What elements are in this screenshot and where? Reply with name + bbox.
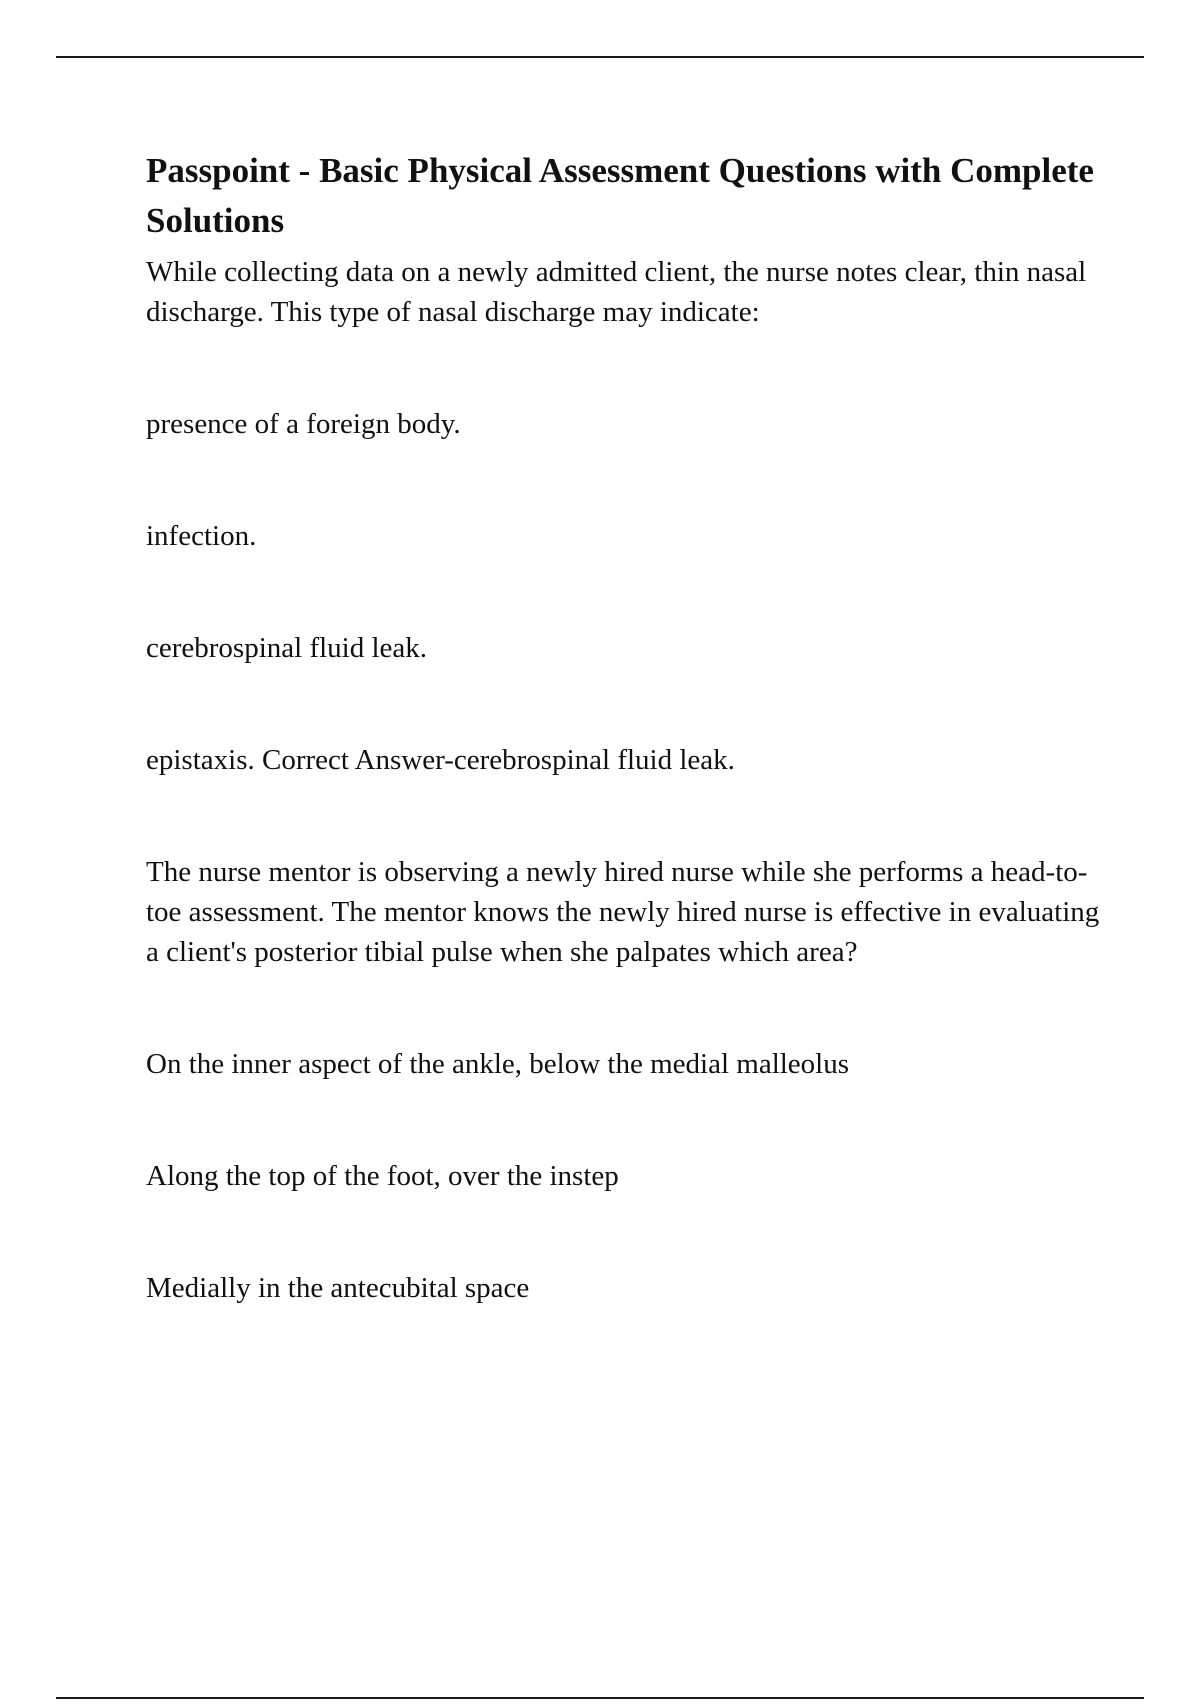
top-divider (56, 56, 1144, 58)
question-2-option-3: Medially in the antecubital space (146, 1272, 530, 1304)
document-title: Passpoint - Basic Physical Assessment Questions with Complete Solutions (146, 151, 1094, 240)
question-1-option-1: presence of a foreign body. (146, 408, 461, 440)
question-1-option-3: cerebrospinal fluid leak. (146, 632, 428, 664)
question-1-option-4-with-answer: epistaxis. Correct Answer-cerebrospinal fluid leak. (146, 744, 735, 776)
question-1-option-2: infection. (146, 520, 257, 552)
question-2-option-2: Along the top of the foot, over the instep (146, 1160, 619, 1192)
question-2-option-1: On the inner aspect of the ankle, below the medial malleolus (146, 1048, 850, 1080)
question-2-prompt: The nurse mentor is observing a newly hired nurse while she performs a head-to-toe assessment. The mentor knows the newly hired nurse is effective in evaluating a client's posterior tibial pulse when she palpates which area? (146, 856, 1100, 968)
document-body (146, 146, 1106, 1308)
question-1-prompt: While collecting data on a newly admitted client, the nurse notes clear, thin nasal discharge. This type of nasal discharge may indicate: (146, 256, 1087, 328)
bottom-divider (56, 1697, 1144, 1699)
